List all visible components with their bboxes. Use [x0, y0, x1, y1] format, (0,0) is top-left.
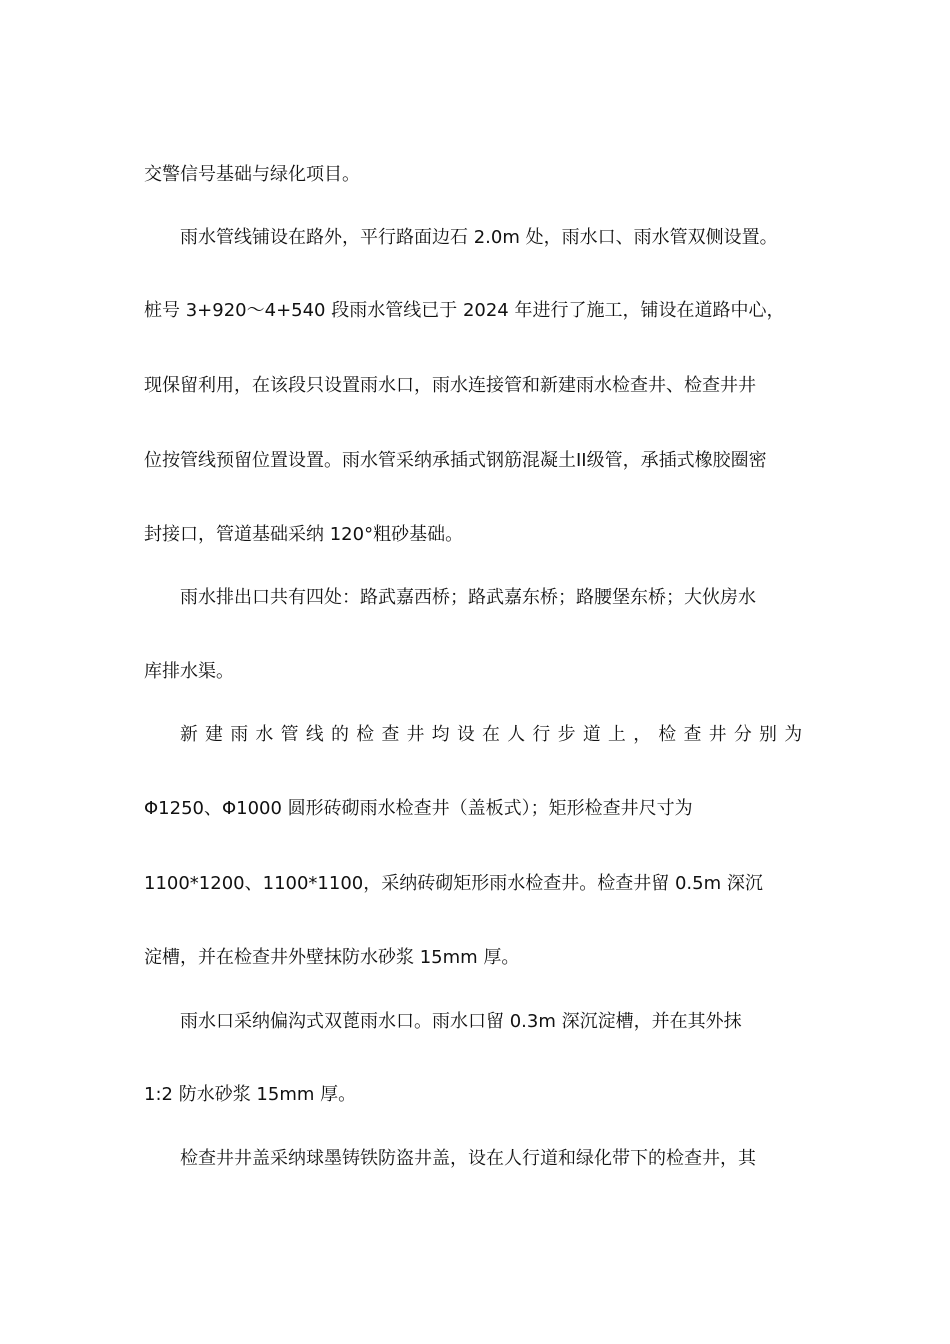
text-line: 淀槽，并在检查井外壁抹防水砂浆 15mm 厚。 [144, 947, 520, 968]
text-line: 位按管线预留位置设置。雨水管采纳承插式钢筋混凝土II级管，承插式橡胶圈密 [144, 450, 767, 471]
text-line: 封接口，管道基础采纳 120°粗砂基础。 [144, 524, 464, 545]
text-line: 现保留利用，在该段只设置雨水口，雨水连接管和新建雨水检查井、检查井井 [144, 375, 756, 396]
paragraph-start: 雨水口采纳偏沟式双蓖雨水口。雨水口留 0.3m 深沉淀槽，并在其外抹 [180, 1011, 742, 1032]
paragraph-start: 检查井井盖采纳球墨铸铁防盗井盖，设在人行道和绿化带下的检查井，其 [180, 1148, 756, 1169]
text-line: 1:2 防水砂浆 15mm 厚。 [144, 1084, 357, 1105]
paragraph-start: 雨水管线铺设在路外，平行路面边石 2.0m 处，雨水口、雨水管双侧设置。 [180, 227, 778, 248]
paragraph-start: 雨水排出口共有四处：路武嘉西桥；路武嘉东桥；路腰堡东桥；大伙房水 [180, 587, 756, 608]
paragraph-start: 新建雨水管线的检查井均设在人行步道上，检查井分别为 [180, 724, 810, 745]
text-line: 桩号 3+920～4+540 段雨水管线已于 2024 年进行了施工，铺设在道路中心， [144, 300, 785, 321]
text-line: Φ1250、Φ1000 圆形砖砌雨水检查井（盖板式）；矩形检查井尺寸为 [144, 798, 693, 819]
text-line: 1100*1200、1100*1100，采纳砖砌矩形雨水检查井。检查井留 0.5m 深沉 [144, 873, 763, 894]
text-line: 交警信号基础与绿化项目。 [144, 164, 360, 185]
text-line: 库排水渠。 [144, 661, 234, 682]
